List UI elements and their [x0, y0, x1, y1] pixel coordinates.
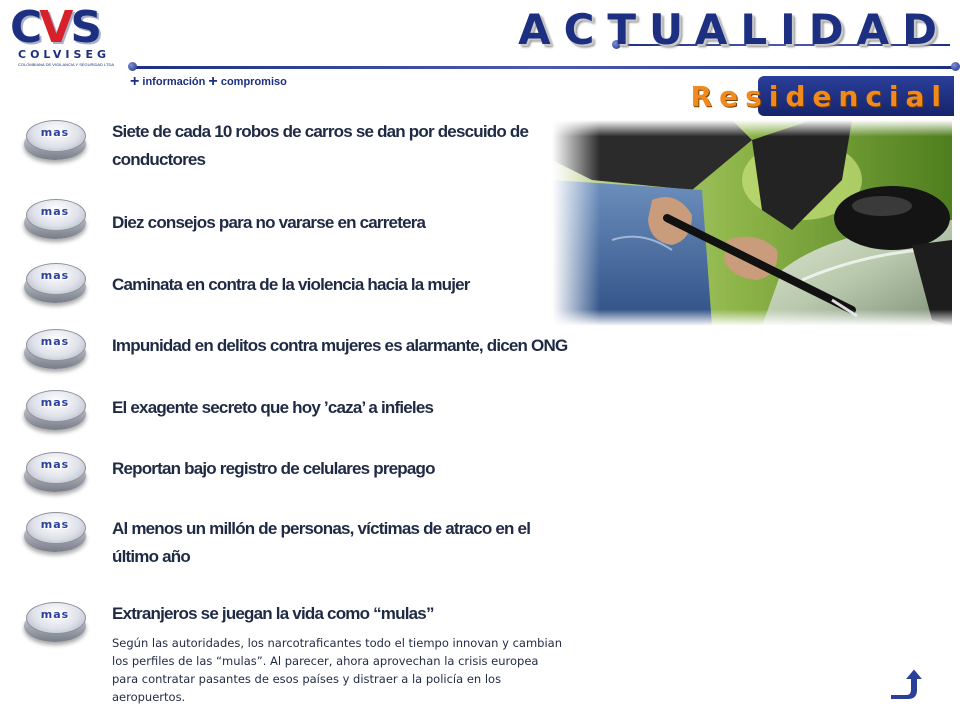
tagline-info: información — [142, 76, 206, 88]
divider-dot-left — [128, 62, 137, 71]
more-button-5[interactable] — [24, 388, 86, 432]
more-label: mas — [40, 458, 70, 471]
return-arrow-icon — [884, 662, 928, 706]
news-title-8[interactable]: Extranjeros se juegan la vida como “mulas” — [112, 604, 434, 623]
news-title-5[interactable]: El exagente secreto que hoy ’caza’ a infieles — [112, 398, 434, 417]
more-button-6[interactable] — [24, 450, 86, 494]
logo-letters: CVS — [10, 2, 100, 53]
car-theft-photo — [552, 120, 952, 326]
news-title-3[interactable]: Caminata en contra de la violencia hacia la mujer — [112, 275, 470, 294]
more-button-4[interactable] — [24, 327, 86, 371]
section-subtitle: Residencial — [690, 80, 948, 113]
news-title-2[interactable]: Diez consejos para no vararse en carretera — [112, 213, 426, 232]
more-label: mas — [40, 269, 70, 282]
more-button-2[interactable] — [24, 197, 86, 241]
news-title-7[interactable]: Al menos un millón de personas, víctimas de atraco en el último año — [112, 519, 531, 566]
more-label: mas — [40, 608, 70, 621]
news-title-6[interactable]: Reportan bajo registro de celulares prepago — [112, 459, 435, 478]
section-title: ACTUALIDAD — [518, 5, 950, 54]
news-title-1[interactable]: Siete de cada 10 robos de carros se dan por descuido de conductores — [112, 122, 529, 169]
more-button-1[interactable] — [24, 118, 86, 162]
colviseg-logo — [8, 4, 123, 72]
more-label: mas — [40, 126, 70, 139]
logo-name: COLVISEG — [18, 48, 110, 61]
return-arrow-button[interactable] — [884, 662, 928, 706]
more-button-3[interactable] — [24, 261, 86, 305]
tagline-commitment: compromiso — [220, 76, 287, 88]
news-summary-8: Según las autoridades, los narcotraficantes todo el tiempo innovan y cambian los perfiles de las “mulas”. Al parecer, ahora aprovechan la crisis europea para contratar pasantes de esos países y distraer a la policía en los aeropuertos. — [112, 636, 562, 704]
more-button-8[interactable] — [24, 600, 86, 644]
more-label: mas — [40, 205, 70, 218]
tagline: + información + compromiso — [130, 73, 287, 90]
section-subtitle-banner — [690, 76, 954, 116]
logo-subtitle: COLOMBIANA DE VIGILANCIA Y SEGURIDAD LTDA — [18, 62, 115, 67]
more-label: mas — [40, 518, 70, 531]
more-button-7[interactable] — [24, 510, 86, 554]
more-label: mas — [40, 335, 70, 348]
more-label: mas — [40, 396, 70, 409]
divider-dot-right — [951, 62, 960, 71]
news-title-4[interactable]: Impunidad en delitos contra mujeres es alarmante, dicen ONG — [112, 336, 568, 355]
header-divider — [132, 66, 954, 69]
